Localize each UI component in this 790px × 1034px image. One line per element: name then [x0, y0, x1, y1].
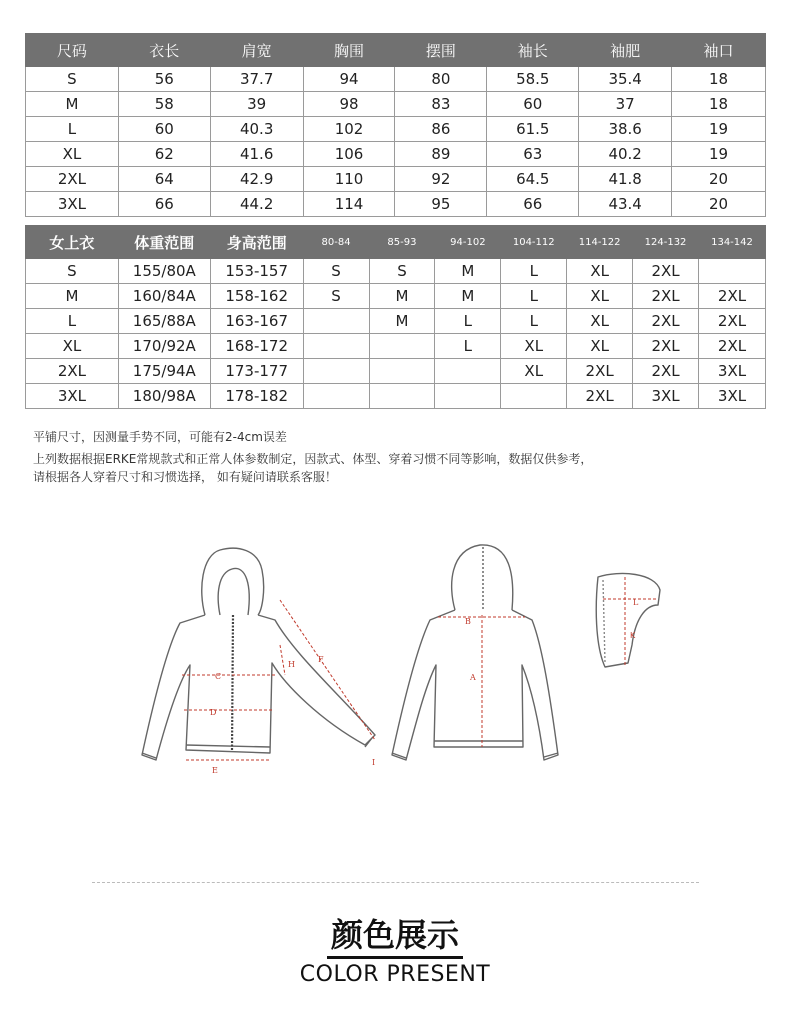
- hood-sketch: [596, 573, 660, 667]
- fit-table-cell: 3XL: [26, 384, 119, 409]
- fit-table-cell: S: [369, 259, 435, 284]
- label-a: A: [470, 673, 476, 682]
- size-table-row: [26, 92, 766, 117]
- fit-table-row: [26, 309, 766, 334]
- size-table-cell: 43.4: [579, 192, 672, 217]
- fit-table-header-cell: 94-102: [435, 226, 501, 259]
- size-table-cell: 58.5: [487, 67, 579, 92]
- fit-table-cell: 173-177: [210, 359, 303, 384]
- note-measure-error: 平铺尺寸，因测量手势不同，可能有2-4cm误差: [33, 430, 287, 444]
- fit-table-cell: 158-162: [210, 284, 303, 309]
- size-table-cell: 42.9: [210, 167, 303, 192]
- fit-table-header-cell: 114-122: [567, 226, 633, 259]
- fit-table-cell: 2XL: [633, 309, 699, 334]
- size-table-cell: 41.6: [210, 142, 303, 167]
- label-l: L: [633, 598, 639, 607]
- note-data-basis: 上列数据根据ERKE常规款式和正常人体参数制定，因款式、体型、穿着习惯不同等影响，数据仅供参考，: [33, 452, 593, 466]
- fit-table-cell: XL: [501, 334, 567, 359]
- size-table-cell: 80: [395, 67, 487, 92]
- fit-table-cell: 163-167: [210, 309, 303, 334]
- size-table-cell: 38.6: [579, 117, 672, 142]
- size-table-cell: 92: [395, 167, 487, 192]
- size-table-cell: 39: [210, 92, 303, 117]
- fit-table-header-cell: 104-112: [501, 226, 567, 259]
- fit-table-cell: 165/88A: [118, 309, 210, 334]
- fit-table-row: [26, 284, 766, 309]
- size-table-cell: 2XL: [26, 167, 119, 192]
- jacket-back-sketch: [392, 545, 558, 760]
- label-d: D: [210, 708, 217, 717]
- size-table-header-cell: 袖肥: [579, 34, 672, 67]
- fit-table-header-cell: 80-84: [303, 226, 369, 259]
- measurement-diagram: [120, 535, 680, 785]
- fit-table-cell: [369, 359, 435, 384]
- size-table-cell: 35.4: [579, 67, 672, 92]
- size-table-cell: 66: [118, 192, 210, 217]
- size-table-cell: 19: [672, 117, 766, 142]
- size-table-cell: 19: [672, 142, 766, 167]
- fit-table-cell: L: [26, 309, 119, 334]
- section-title-cn-text: 颜色展示: [327, 916, 463, 959]
- size-table-cell: 66: [487, 192, 579, 217]
- size-table-cell: 60: [118, 117, 210, 142]
- fit-table-header-cell: 134-142: [699, 226, 766, 259]
- size-table-cell: 94: [303, 67, 395, 92]
- size-table-cell: 86: [395, 117, 487, 142]
- size-table-cell: 89: [395, 142, 487, 167]
- size-table-header-cell: 衣长: [118, 34, 210, 67]
- size-table-cell: 60: [487, 92, 579, 117]
- fit-table-row: [26, 359, 766, 384]
- size-table-header-cell: 尺码: [26, 34, 119, 67]
- size-table-cell: 18: [672, 67, 766, 92]
- fit-table-cell: 170/92A: [118, 334, 210, 359]
- size-table-cell: 20: [672, 167, 766, 192]
- fit-table-cell: [369, 384, 435, 409]
- fit-table-cell: L: [501, 259, 567, 284]
- fit-table-cell: M: [435, 259, 501, 284]
- size-table-cell: 40.2: [579, 142, 672, 167]
- fit-table-cell: [303, 309, 369, 334]
- size-table-row: [26, 67, 766, 92]
- jacket-front-sketch: [142, 548, 375, 760]
- size-table-cell: 64.5: [487, 167, 579, 192]
- fit-table-cell: L: [435, 309, 501, 334]
- fit-table-cell: S: [303, 284, 369, 309]
- fit-table-cell: M: [369, 309, 435, 334]
- fit-table-cell: [699, 259, 766, 284]
- fit-table-cell: 2XL: [567, 359, 633, 384]
- size-table-cell: 61.5: [487, 117, 579, 142]
- size-table-header-cell: 摆围: [395, 34, 487, 67]
- size-table-cell: M: [26, 92, 119, 117]
- fit-table-cell: [303, 384, 369, 409]
- fit-table-header-cell: 85-93: [369, 226, 435, 259]
- fit-table-cell: S: [26, 259, 119, 284]
- size-table-cell: 3XL: [26, 192, 119, 217]
- size-table-cell: 95: [395, 192, 487, 217]
- size-table-cell: 63: [487, 142, 579, 167]
- fit-table-cell: 2XL: [567, 384, 633, 409]
- fit-table-cell: L: [435, 334, 501, 359]
- label-e: E: [212, 766, 218, 775]
- size-table-header-cell: 胸围: [303, 34, 395, 67]
- fit-table-cell: 153-157: [210, 259, 303, 284]
- fit-table-cell: XL: [567, 284, 633, 309]
- fit-table-cell: XL: [567, 309, 633, 334]
- fit-table-cell: 3XL: [699, 384, 766, 409]
- fit-table-row: [26, 259, 766, 284]
- fit-table-cell: 2XL: [633, 284, 699, 309]
- label-c: C: [215, 672, 222, 681]
- label-i: I: [372, 758, 376, 767]
- size-table-header-cell: 袖口: [672, 34, 766, 67]
- size-table-cell: 37: [579, 92, 672, 117]
- size-table-header-cell: 袖长: [487, 34, 579, 67]
- note-contact: 请根据各人穿着尺寸和习惯选择， 如有疑问请联系客服！: [33, 470, 337, 484]
- fit-table-cell: S: [303, 259, 369, 284]
- fit-table-cell: 175/94A: [118, 359, 210, 384]
- fit-table-cell: XL: [26, 334, 119, 359]
- size-table-cell: 41.8: [579, 167, 672, 192]
- fit-table-cell: 2XL: [26, 359, 119, 384]
- section-title-cn: [0, 910, 790, 956]
- section-divider: [92, 882, 699, 883]
- label-k: K: [630, 631, 636, 640]
- fit-table-cell: 2XL: [633, 359, 699, 384]
- fit-table-header-cell: 体重范围: [118, 226, 210, 259]
- fit-table-cell: 155/80A: [118, 259, 210, 284]
- section-title-en: COLOR PRESENT: [299, 962, 491, 987]
- size-table-cell: 18: [672, 92, 766, 117]
- fit-table-cell: 2XL: [633, 334, 699, 359]
- fit-table-cell: L: [501, 309, 567, 334]
- fit-table-cell: XL: [567, 334, 633, 359]
- size-table-cell: 98: [303, 92, 395, 117]
- label-h: H: [288, 660, 295, 669]
- fit-table-cell: 2XL: [699, 309, 766, 334]
- size-table-cell: L: [26, 117, 119, 142]
- fit-table-cell: [501, 384, 567, 409]
- size-table-cell: 83: [395, 92, 487, 117]
- fit-table-header-cell: 女上衣: [26, 226, 119, 259]
- size-table: [25, 33, 766, 217]
- size-table-cell: S: [26, 67, 119, 92]
- fit-table-cell: 3XL: [633, 384, 699, 409]
- size-table-cell: 37.7: [210, 67, 303, 92]
- label-f: F: [318, 655, 324, 664]
- back-measure-lines: [438, 615, 525, 747]
- fit-table-cell: 178-182: [210, 384, 303, 409]
- size-table-cell: 56: [118, 67, 210, 92]
- size-table-cell: 62: [118, 142, 210, 167]
- size-table-row: [26, 167, 766, 192]
- size-table-cell: 106: [303, 142, 395, 167]
- fit-table-cell: [303, 359, 369, 384]
- size-table-cell: 40.3: [210, 117, 303, 142]
- size-table-cell: 114: [303, 192, 395, 217]
- fit-table-cell: M: [369, 284, 435, 309]
- size-table-cell: 110: [303, 167, 395, 192]
- size-table-cell: 102: [303, 117, 395, 142]
- fit-table-cell: XL: [567, 259, 633, 284]
- fit-table-cell: 180/98A: [118, 384, 210, 409]
- front-measure-lines: [182, 600, 375, 760]
- size-table-cell: 64: [118, 167, 210, 192]
- size-table-cell: 20: [672, 192, 766, 217]
- fit-table: [25, 225, 766, 409]
- size-table-row: [26, 192, 766, 217]
- fit-table-cell: M: [26, 284, 119, 309]
- fit-table-header-cell: 124-132: [633, 226, 699, 259]
- size-table-row: [26, 142, 766, 167]
- fit-table-cell: 2XL: [633, 259, 699, 284]
- label-b: B: [465, 617, 471, 626]
- size-table-row: [26, 117, 766, 142]
- size-table-cell: 44.2: [210, 192, 303, 217]
- fit-table-cell: [435, 359, 501, 384]
- fit-table-cell: L: [501, 284, 567, 309]
- hood-measure-lines: [603, 577, 656, 665]
- fit-table-cell: 168-172: [210, 334, 303, 359]
- fit-table-header-cell: 身高范围: [210, 226, 303, 259]
- fit-table-cell: 2XL: [699, 284, 766, 309]
- fit-table-row: [26, 334, 766, 359]
- fit-table-row: [26, 384, 766, 409]
- size-table-cell: 58: [118, 92, 210, 117]
- size-table-cell: XL: [26, 142, 119, 167]
- fit-table-cell: 160/84A: [118, 284, 210, 309]
- fit-table-cell: XL: [501, 359, 567, 384]
- size-table-header-row: [26, 34, 766, 67]
- fit-table-cell: [369, 334, 435, 359]
- size-table-header-cell: 肩宽: [210, 34, 303, 67]
- fit-table-cell: [435, 384, 501, 409]
- fit-table-cell: 2XL: [699, 334, 766, 359]
- fit-table-header-row: [26, 226, 766, 259]
- fit-table-cell: 3XL: [699, 359, 766, 384]
- fit-table-cell: M: [435, 284, 501, 309]
- fit-table-cell: [303, 334, 369, 359]
